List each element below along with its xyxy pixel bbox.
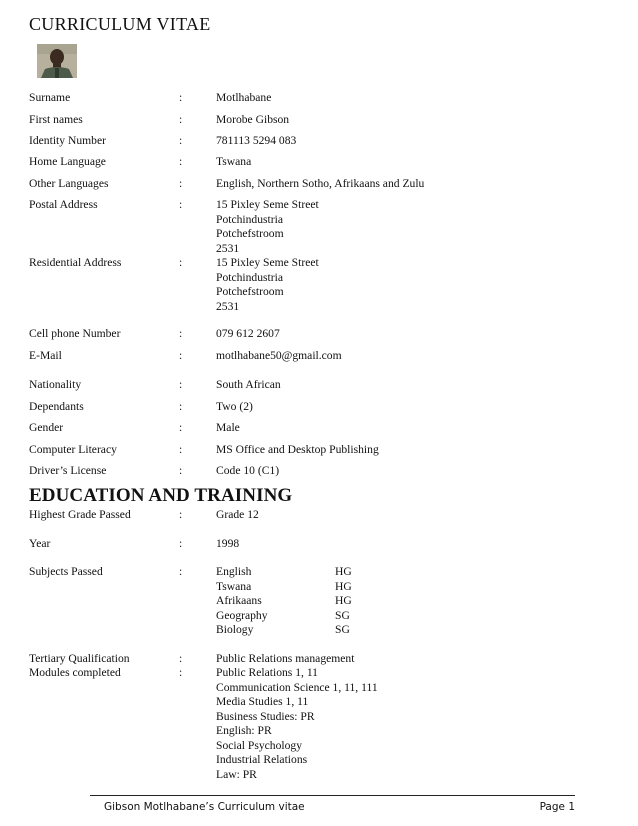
module-item: Business Studies: PR <box>216 709 315 723</box>
field-label: E-Mail <box>29 349 62 362</box>
field-colon: : <box>179 256 183 269</box>
module-item: Public Relations 1, 11 <box>216 666 318 679</box>
field-colon: : <box>179 177 183 190</box>
field-value-line: Code 10 (C1) <box>216 464 280 477</box>
field-value-line: Two (2) <box>216 400 253 413</box>
field-value <box>216 256 319 314</box>
field-label: Gender <box>29 421 64 434</box>
subjects-list <box>216 565 416 638</box>
field-value-line: 15 Pixley Seme Street <box>216 198 319 211</box>
field-value: Public Relations management <box>216 652 355 665</box>
subject-grade: SG <box>335 608 350 622</box>
field-colon: : <box>179 400 183 413</box>
field-value <box>216 400 253 415</box>
field-label: Surname <box>29 91 71 104</box>
field-value-line: 2531 <box>216 241 240 255</box>
field-label: Other Languages <box>29 177 109 190</box>
field-colon: : <box>179 134 183 147</box>
field-label: Cell phone Number <box>29 327 121 340</box>
field-value-line: Potchindustria <box>216 212 283 226</box>
field-colon: : <box>179 327 183 340</box>
subject-grade: SG <box>335 623 350 636</box>
subject-grade: HG <box>335 594 352 607</box>
field-label: Nationality <box>29 378 82 391</box>
field-value <box>216 349 342 364</box>
module-item: English: PR <box>216 724 272 737</box>
field-label: Subjects Passed <box>29 565 103 578</box>
field-value <box>216 134 296 149</box>
field-colon: : <box>179 443 183 456</box>
subject-name: Geography <box>216 608 268 622</box>
field-label: Modules completed <box>29 666 121 679</box>
module-item: Media Studies 1, 11 <box>216 695 309 708</box>
field-value <box>216 327 280 342</box>
field-value: 1998 <box>216 537 240 550</box>
field-label: Postal Address <box>29 198 98 211</box>
education-heading: EDUCATION AND TRAINING <box>29 485 293 506</box>
page-number: Page 1 <box>539 801 575 813</box>
field-colon: : <box>179 155 183 168</box>
subject-name: Tswana <box>216 579 252 593</box>
field-colon: : <box>179 652 183 665</box>
field-colon: : <box>179 91 183 104</box>
subject-grade: HG <box>335 565 352 578</box>
field-label: Home Language <box>29 155 106 168</box>
subject-item <box>216 623 416 638</box>
field-value <box>216 155 251 170</box>
field-label: Identity Number <box>29 134 106 147</box>
field-colon: : <box>179 421 183 434</box>
field-label: Residential Address <box>29 256 122 269</box>
field-label: First names <box>29 113 83 126</box>
field-value: Grade 12 <box>216 508 259 521</box>
field-value <box>216 113 289 128</box>
field-colon: : <box>179 464 183 477</box>
field-colon: : <box>179 537 183 550</box>
subject-item <box>216 565 416 580</box>
module-item: Social Psychology <box>216 738 302 752</box>
field-label: Tertiary Qualification <box>29 652 130 665</box>
subject-item <box>216 594 416 609</box>
field-label: Dependants <box>29 400 84 413</box>
field-value <box>216 91 271 106</box>
field-value-line: 781113 5294 083 <box>216 134 297 147</box>
field-value-line: Potchefstroom <box>216 227 284 240</box>
field-value <box>216 443 379 458</box>
field-value-line: 079 612 2607 <box>216 327 280 340</box>
page-title: CURRICULUM VITAE <box>29 14 211 34</box>
field-colon: : <box>179 508 183 521</box>
field-label: Computer Literacy <box>29 443 117 456</box>
field-value <box>216 464 279 479</box>
field-colon: : <box>179 349 183 362</box>
module-item: Communication Science 1, 11, 111 <box>216 680 378 694</box>
page-footer <box>90 795 575 813</box>
field-label: Driver’s License <box>29 464 107 477</box>
field-value-line: South African <box>216 378 281 391</box>
field-value-line: Tswana <box>216 155 252 168</box>
subject-grade: HG <box>335 579 352 593</box>
field-colon: : <box>179 198 183 211</box>
subject-item <box>216 609 416 624</box>
field-value <box>216 421 240 436</box>
modules-list <box>216 666 378 782</box>
field-value-line: MS Office and Desktop Publishing <box>216 443 379 456</box>
field-value-line: Morobe Gibson <box>216 113 290 126</box>
field-value <box>216 198 319 256</box>
field-value-line: English, Northern Sotho, Afrikaans and Zulu <box>216 177 425 190</box>
field-value-line: Potchindustria <box>216 270 283 284</box>
field-value-line: 15 Pixley Seme Street <box>216 256 319 269</box>
field-value-line: motlhabane50@gmail.com <box>216 349 342 362</box>
field-value <box>216 378 281 393</box>
field-value-line: Potchefstroom <box>216 285 284 298</box>
field-label: Year <box>29 537 51 550</box>
field-value-line: 2531 <box>216 299 240 313</box>
subject-item <box>216 580 416 595</box>
field-colon: : <box>179 378 183 391</box>
field-colon: : <box>179 666 183 679</box>
module-item: Law: PR <box>216 767 257 781</box>
subject-name: Afrikaans <box>216 594 262 607</box>
footer-text: Gibson Motlhabane’s Curriculum vitae <box>104 801 305 813</box>
field-value <box>216 177 424 192</box>
field-colon: : <box>179 113 183 126</box>
field-value-line: Motlhabane <box>216 91 272 104</box>
module-item: Industrial Relations <box>216 753 308 766</box>
subject-name: English <box>216 565 252 578</box>
field-label: Highest Grade Passed <box>29 508 131 521</box>
field-value-line: Male <box>216 421 240 434</box>
profile-photo <box>37 44 77 78</box>
field-colon: : <box>179 565 183 578</box>
subject-name: Biology <box>216 623 254 636</box>
